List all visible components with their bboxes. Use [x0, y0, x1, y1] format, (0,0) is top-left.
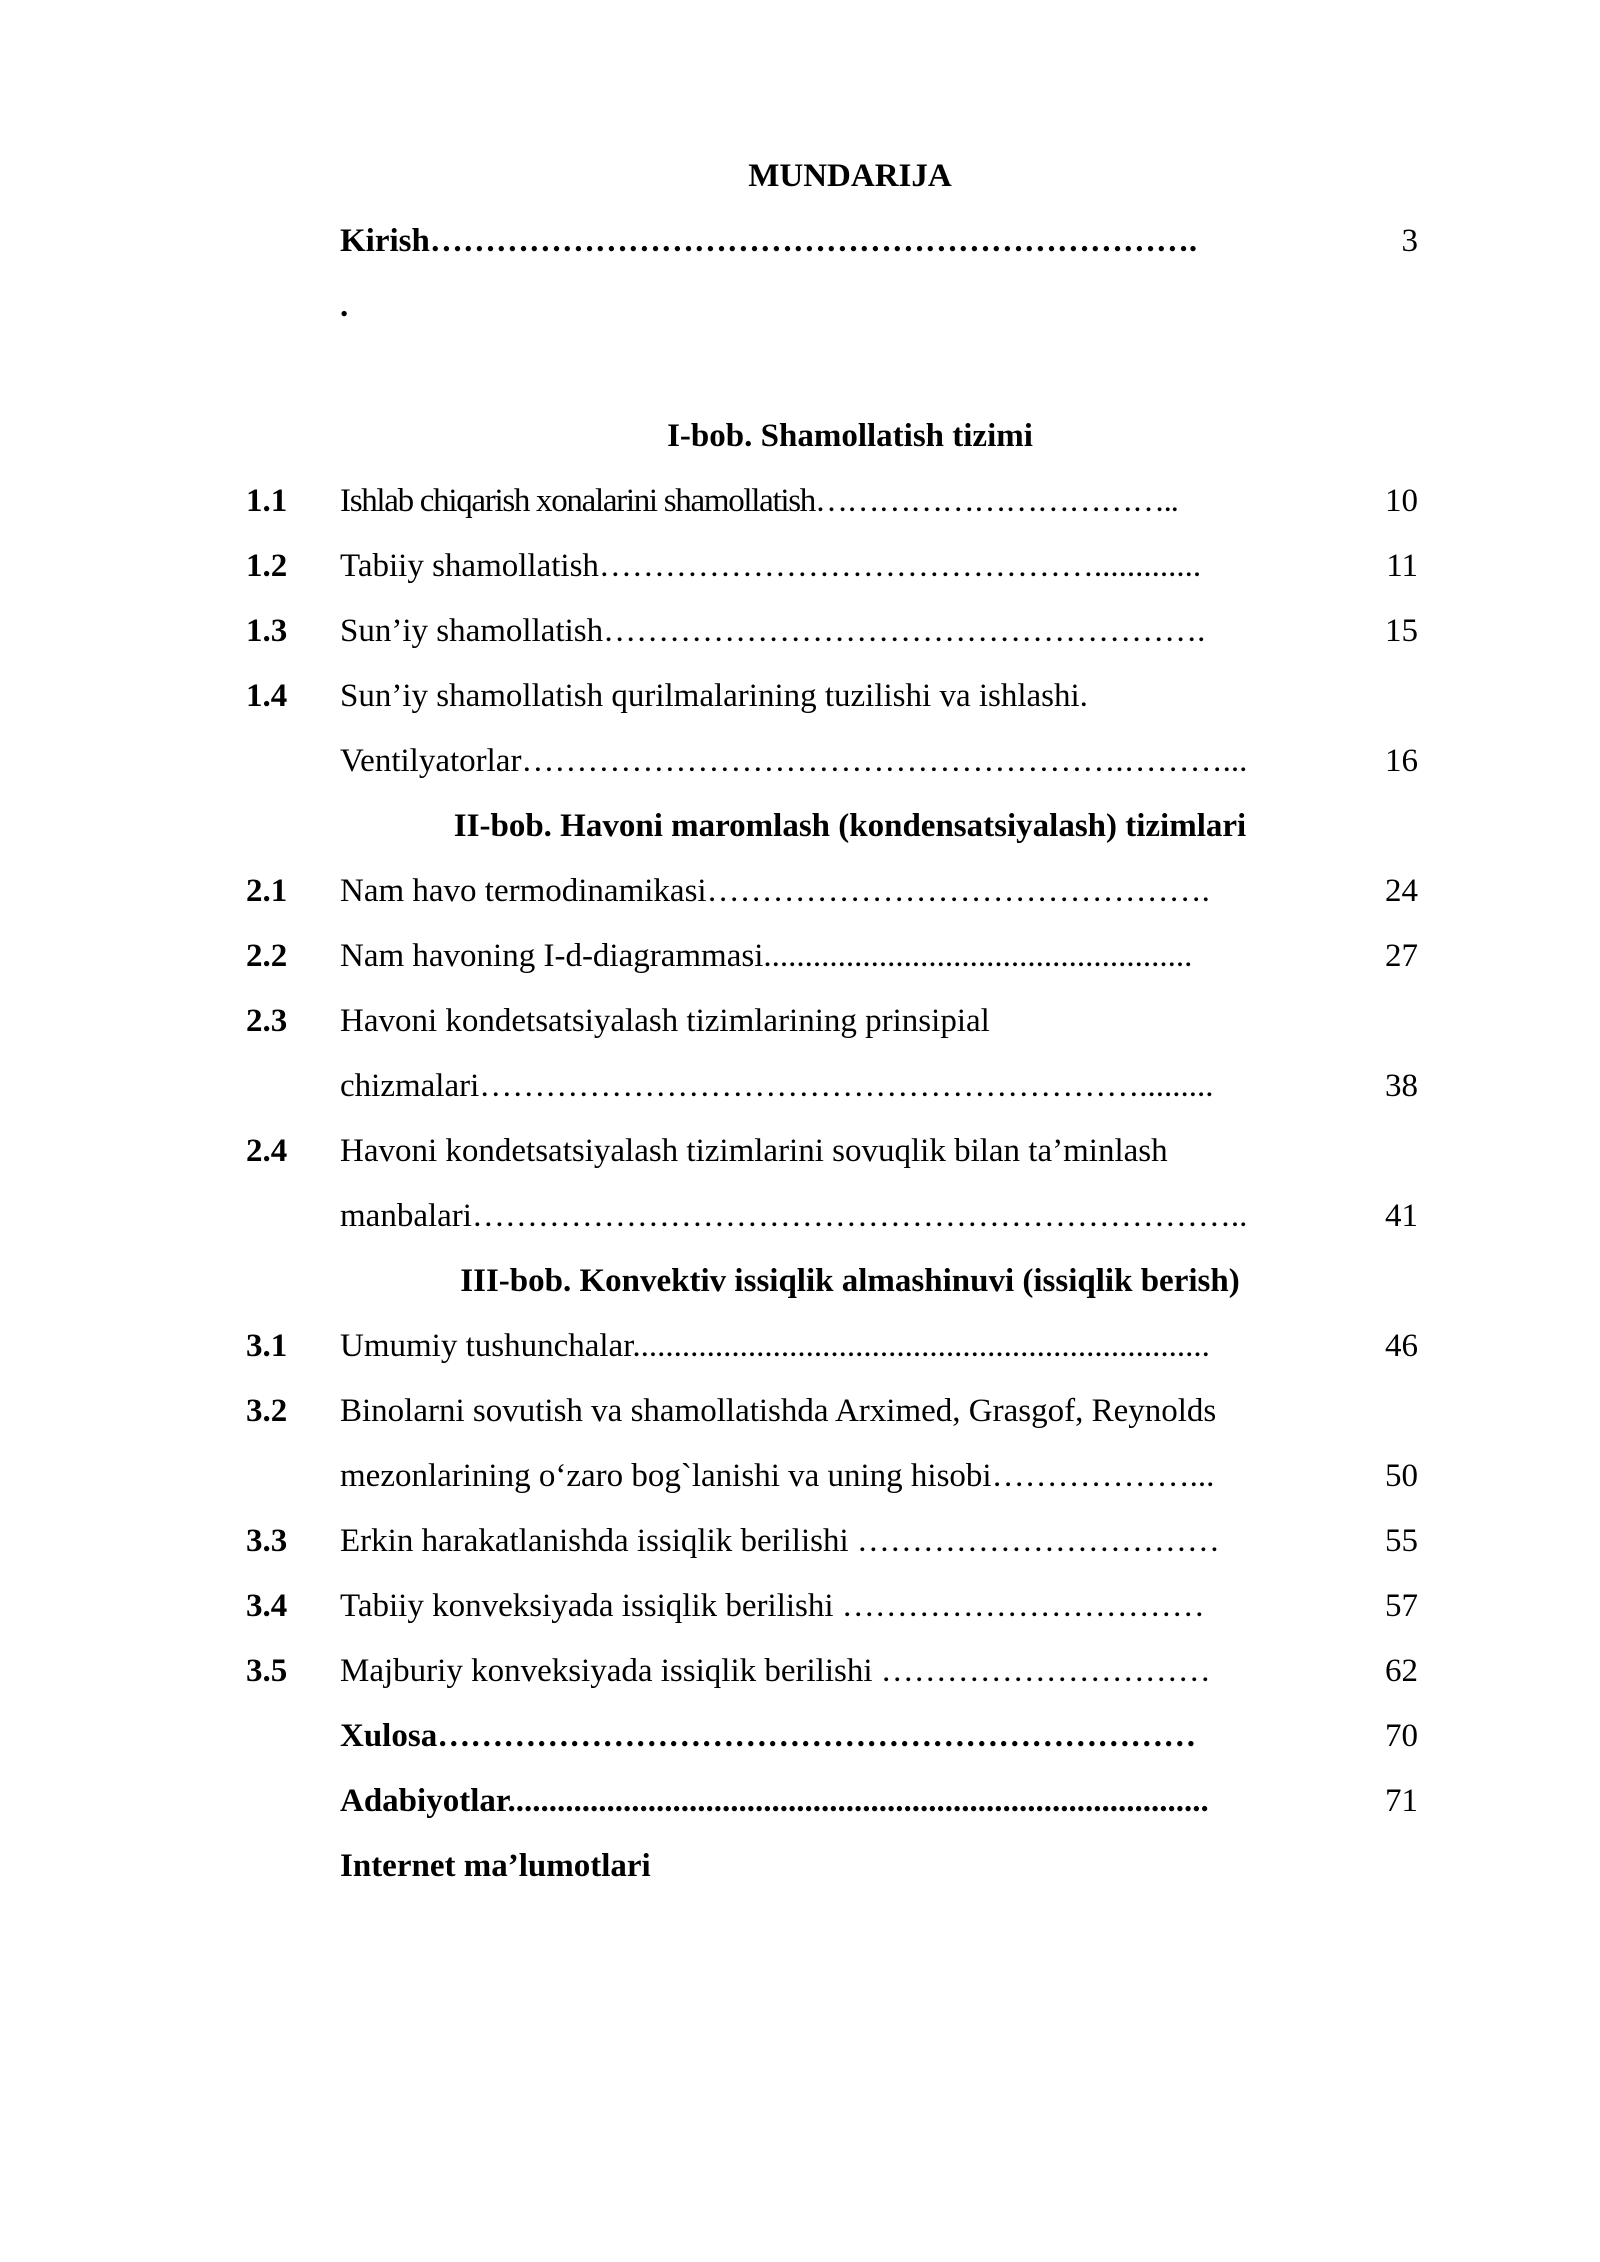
page-title: MUNDARIJA — [748, 158, 952, 194]
toc-item-page: 50 — [1385, 1458, 1418, 1494]
toc-item-label-continued[interactable]: Ventilyatorlar……………………………………………….………... — [340, 743, 1248, 779]
chapter-heading: III-bob. Konvektiv issiqlik almashinuvi (issiqlik berish) — [460, 1263, 1240, 1299]
toc-item-label[interactable]: Sun’iy shamollatish qurilmalarining tuzilishi va ishlashi. — [340, 678, 1088, 714]
toc-item-number: 3.1 — [246, 1328, 288, 1364]
toc-item-number: 1.2 — [246, 548, 288, 584]
toc-item-number: 3.5 — [246, 1653, 288, 1689]
toc-item-label-continued[interactable]: chizmalari……………………………………………………......... — [340, 1068, 1214, 1104]
toc-item-label[interactable]: Havoni kondetsatsiyalash tizimlarini sovuqlik bilan ta’minlash — [340, 1133, 1168, 1169]
toc-item-page: 16 — [1385, 743, 1418, 779]
toc-references-page: 71 — [1385, 1783, 1418, 1819]
toc-item-number: 3.2 — [246, 1393, 288, 1429]
toc-item-number: 2.4 — [246, 1133, 288, 1169]
chapter-heading: II-bob. Havoni maromlash (kondensatsiyalash) tizimlari — [453, 808, 1247, 844]
toc-conclusion-page: 70 — [1385, 1718, 1418, 1754]
toc-item-label[interactable]: Tabiiy shamollatish………………………………………............. — [340, 548, 1202, 584]
toc-item-label[interactable]: Majburiy konveksiyada issiqlik berilishi ………………………… — [340, 1653, 1211, 1689]
toc-item-number: 2.1 — [246, 873, 288, 909]
toc-item-page: 41 — [1385, 1198, 1418, 1234]
toc-item-label[interactable]: Sun’iy shamollatish………………………………………………. — [340, 613, 1206, 649]
toc-internet-sources-label[interactable]: Internet ma’lumotlari — [340, 1848, 651, 1884]
toc-item-number: 1.4 — [246, 678, 288, 714]
toc-item-page: 46 — [1385, 1328, 1418, 1364]
toc-item-label[interactable]: Tabiiy konveksiyada issiqlik berilishi …………………………… — [340, 1588, 1205, 1624]
chapter-heading: I-bob. Shamollatish tizimi — [667, 418, 1033, 454]
toc-item-page: 11 — [1386, 548, 1418, 584]
toc-intro-label[interactable]: Kirish……………………………………………………………. — [340, 223, 1198, 259]
toc-item-label[interactable]: Erkin harakatlanishda issiqlik berilishi …………………………… — [340, 1523, 1220, 1559]
toc-item-label[interactable]: Ishlab chiqarish xonalarini shamollatish…………………………….. — [340, 483, 1178, 519]
toc-item-page: 10 — [1385, 483, 1418, 519]
toc-intro-page: 3 — [1401, 223, 1418, 259]
toc-item-label[interactable]: Havoni kondetsatsiyalash tizimlarining prinsipial — [340, 1003, 990, 1039]
toc-item-number: 1.3 — [246, 613, 288, 649]
toc-item-label[interactable]: Umumiy tushunchalar...................................................................... — [340, 1328, 1210, 1364]
toc-item-page: 57 — [1385, 1588, 1418, 1624]
toc-item-label[interactable]: Nam havo termodinamikasi………………………………………. — [340, 873, 1210, 909]
toc-conclusion-label[interactable]: Xulosa…………………………………………………………… — [340, 1718, 1197, 1754]
toc-intro-stray-dot: . — [340, 288, 349, 324]
toc-item-page: 15 — [1385, 613, 1418, 649]
toc-item-label-continued[interactable]: mezonlarining o‘zaro bog`lanishi va uning hisobi………………... — [340, 1458, 1215, 1494]
toc-item-page: 62 — [1385, 1653, 1418, 1689]
toc-item-label[interactable]: Binolarni sovutish va shamollatishda Arximed, Grasgof, Reynolds — [340, 1393, 1217, 1429]
toc-item-number: 3.3 — [246, 1523, 288, 1559]
toc-item-label[interactable]: Nam havoning I-d-diagrammasi.................................................... — [340, 938, 1193, 974]
toc-references-label[interactable]: Adabiyotlar..................................................................................... — [340, 1783, 1209, 1819]
toc-item-number: 2.2 — [246, 938, 288, 974]
toc-item-number: 2.3 — [246, 1003, 288, 1039]
toc-item-number: 3.4 — [246, 1588, 288, 1624]
toc-item-page: 55 — [1385, 1523, 1418, 1559]
toc-item-page: 38 — [1385, 1068, 1418, 1104]
toc-item-label-continued[interactable]: manbalari…………………………………………………………….. — [340, 1198, 1248, 1234]
toc-item-number: 1.1 — [246, 483, 288, 519]
toc-item-page: 27 — [1385, 938, 1418, 974]
toc-item-page: 24 — [1385, 873, 1418, 909]
